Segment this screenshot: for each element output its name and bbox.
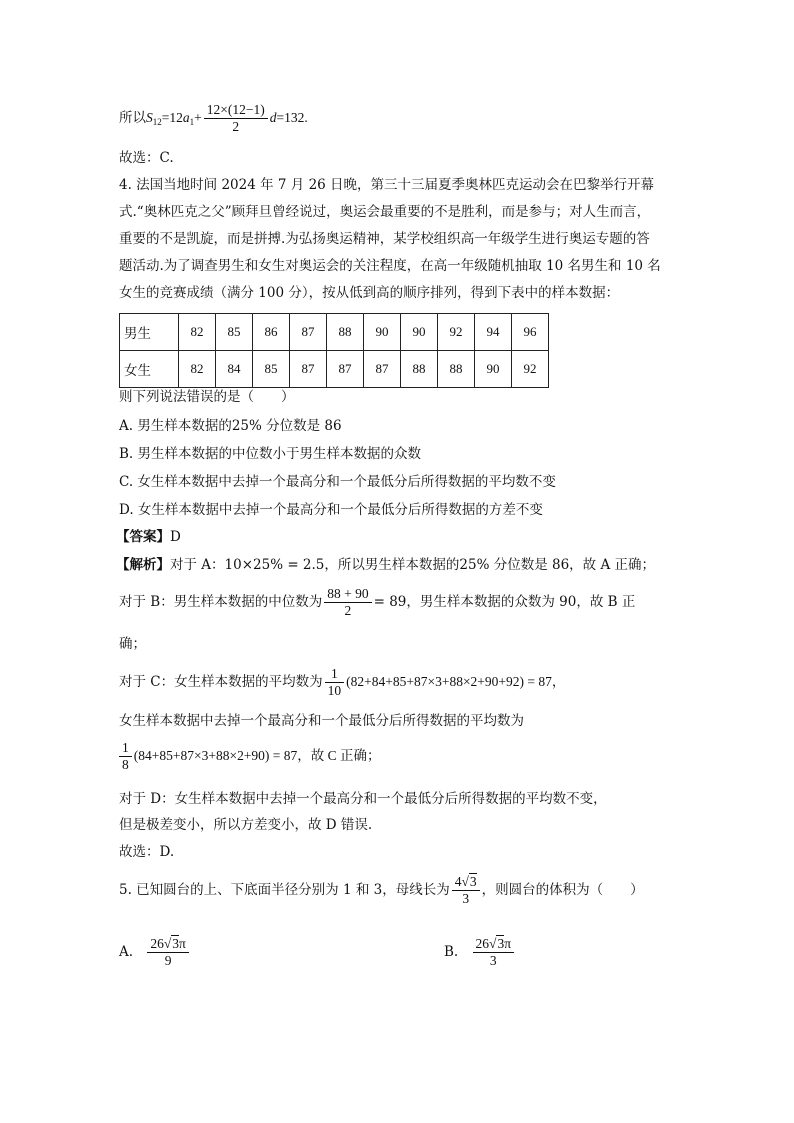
- table-cell: 87: [290, 314, 327, 351]
- d-symbol: d: [269, 110, 277, 125]
- q4-line-2: 式.“奥林匹克之父”顾拜旦曾经说过，奥运会最重要的不是胜利，而是参与；对人生而言，: [119, 204, 651, 220]
- table-row-female: [120, 351, 549, 388]
- fraction-numerator: 88 + 90: [324, 586, 371, 603]
- analysis-c-pre: 对于 C：女生样本数据的平均数为: [119, 674, 323, 690]
- table-cell: 82: [179, 314, 216, 351]
- table-cell: 92: [512, 351, 549, 388]
- analysis-d2-line: 但是极差变小，所以方差变小，故 D 错误.: [119, 817, 373, 833]
- mean-fraction-1-8: [119, 740, 132, 773]
- analysis-d1-line: 对于 D：女生样本数据中去掉一个最高分和一个最低分后所得数据的平均数不变，: [119, 791, 607, 807]
- q4-stem-end: 则下列说法错误的是（ ）: [119, 389, 295, 405]
- score-table: [119, 313, 549, 388]
- analysis-b-pre: 对于 B：男生样本数据的中位数为: [119, 594, 323, 610]
- pi: π: [504, 936, 512, 951]
- q5-option-b: [444, 932, 516, 972]
- fraction-numerator: 4√3: [452, 874, 480, 891]
- fraction-numerator: 1: [325, 666, 345, 683]
- table-cell: 90: [364, 314, 401, 351]
- q4-line-1: 4. 法国当地时间 2024 年 7 月 26 日晚，第三十三届夏季奥林匹克运动会在巴黎举行开幕: [119, 177, 655, 193]
- equals-132: =132: [276, 110, 305, 125]
- s12-prefix: 所以: [119, 110, 146, 126]
- fraction-denominator: 3: [489, 953, 497, 968]
- q5-stem-post: ，则圆台的体积为（ ）: [481, 882, 644, 898]
- equals-12: =12: [161, 110, 183, 125]
- analysis-c-post: (82+84+85+87×3+88×2+90+92) = 87，: [346, 674, 566, 689]
- radicand: 3: [497, 936, 505, 951]
- s12-fraction: [204, 102, 268, 135]
- q4-option-c: C. 女生样本数据中去掉一个最高分和一个最低分后所得数据的平均数不变: [119, 474, 556, 490]
- fraction-numerator: 12×(12−1): [204, 102, 268, 119]
- s-symbol: S: [146, 110, 153, 125]
- table-cell: 88: [401, 351, 438, 388]
- row-label-female: 女生: [120, 351, 179, 388]
- answer-value: D: [170, 529, 181, 545]
- option-a-fraction: [147, 936, 189, 969]
- analysis-b-line: [119, 584, 635, 620]
- analysis-a-text: 对于 A：10×25% = 2.5，所以男生样本数据的25% 分位数是 86，故 A 正确；: [170, 557, 655, 573]
- analysis-c3-post: (84+85+87×3+88×2+90) = 87，故 C 正确；: [133, 748, 381, 763]
- answer-label: 【答案】: [116, 529, 170, 545]
- coef: 4: [454, 874, 462, 889]
- choose-c-line: 故选：C.: [119, 150, 174, 166]
- fraction-denominator: 3: [462, 891, 470, 906]
- analysis-c-line: [119, 664, 565, 700]
- q4-option-a: A. 男生样本数据的25% 分位数是 86: [119, 418, 342, 434]
- q4-line-5: 女生的竞赛成绩（满分 100 分），按从低到高的顺序排列，得到下表中的样本数据：: [119, 285, 620, 301]
- table-cell: 87: [290, 351, 327, 388]
- fraction-denominator: 2: [344, 603, 352, 618]
- median-fraction: [324, 586, 371, 619]
- table-cell: 92: [438, 314, 475, 351]
- option-b-fraction: [473, 936, 515, 969]
- q4-option-d: D. 女生样本数据中去掉一个最高分和一个最低分后所得数据的方差不变: [119, 502, 543, 518]
- analysis-b-post: = 89，男生样本数据的众数为 90，故 B 正: [373, 594, 636, 610]
- analysis-c2-line: 女生样本数据中去掉一个最高分和一个最低分后所得数据的平均数为: [119, 713, 524, 729]
- table-cell: 86: [253, 314, 290, 351]
- s-subscript: 12: [152, 117, 162, 127]
- analysis-c3-line: [119, 738, 381, 774]
- slant-length-fraction: [452, 874, 480, 907]
- fraction-numerator: 26√3π: [473, 936, 515, 953]
- q4-option-b: B. 男生样本数据的中位数小于男生样本数据的众数: [119, 446, 422, 462]
- q5-stem-pre: 5. 已知圆台的上、下底面半径分别为 1 和 3，母线长为: [119, 882, 450, 898]
- fraction-denominator: 8: [122, 757, 129, 772]
- table-cell: 88: [327, 314, 364, 351]
- coef: 26: [475, 936, 490, 951]
- plus-sign: +: [194, 110, 202, 125]
- row-label-male: 男生: [120, 314, 179, 351]
- period: .: [304, 110, 308, 125]
- q4-line-3: 重要的不是凯旋，而是拼搏.为弘扬奥运精神，某学校组织高一年级学生进行奥运专题的答: [119, 231, 650, 247]
- table-cell: 85: [253, 351, 290, 388]
- fraction-denominator: 9: [164, 953, 172, 968]
- q5-stem-line: [119, 870, 644, 910]
- q5-option-a: [119, 932, 191, 972]
- table-cell: 84: [216, 351, 253, 388]
- analysis-b-end: 确；: [119, 636, 146, 652]
- option-label: B.: [444, 944, 459, 960]
- radicand: 3: [469, 874, 477, 889]
- fraction-denominator: 2: [232, 119, 240, 134]
- table-cell: 90: [401, 314, 438, 351]
- analysis-a-line: [116, 555, 655, 575]
- a-symbol: a: [182, 110, 190, 125]
- table-cell: 90: [475, 351, 512, 388]
- table-cell: 82: [179, 351, 216, 388]
- table-row-male: [120, 314, 549, 351]
- coef: 26: [150, 936, 164, 951]
- radicand: 3: [172, 936, 180, 951]
- mean-fraction-1-10: [325, 666, 345, 699]
- answer-line: [116, 527, 181, 547]
- q4-line-4: 题活动.为了调查男生和女生对奥运会的关注程度，在高一年级随机抽取 10 名男生和 10 名: [119, 258, 661, 274]
- pi: π: [179, 936, 186, 951]
- choose-d-line: 故选：D.: [119, 844, 175, 860]
- analysis-label: 【解析】: [116, 557, 170, 573]
- fraction-numerator: 1: [119, 740, 132, 757]
- a-subscript: 1: [189, 117, 195, 127]
- table-cell: 85: [216, 314, 253, 351]
- table-cell: 87: [327, 351, 364, 388]
- option-label: A.: [119, 944, 134, 960]
- table-cell: 87: [364, 351, 401, 388]
- fraction-denominator: 10: [327, 683, 342, 698]
- table-cell: 96: [512, 314, 549, 351]
- table-cell: 88: [438, 351, 475, 388]
- s12-formula-line: [119, 100, 308, 140]
- table-cell: 94: [475, 314, 512, 351]
- fraction-numerator: 26√3π: [147, 936, 189, 953]
